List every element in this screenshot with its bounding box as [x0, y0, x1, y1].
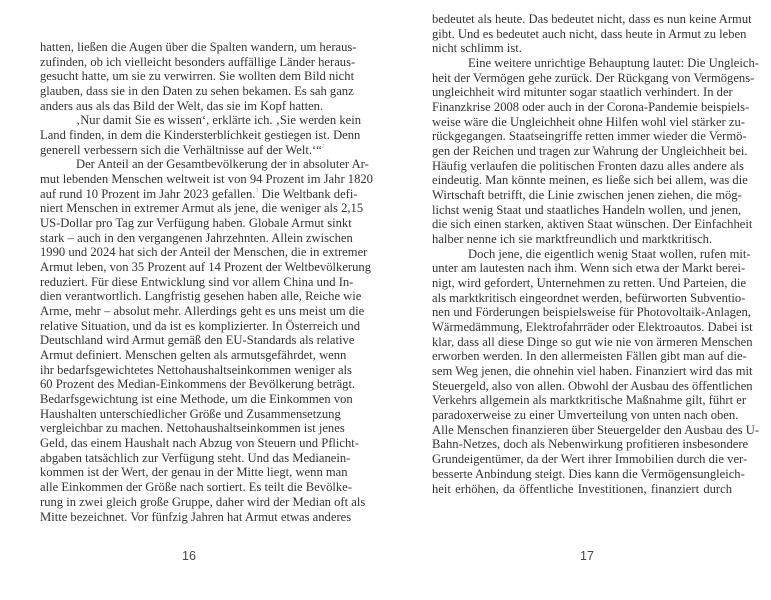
text-line: Finanzkrise 2008 oder auch in der Corona-Pandemie beispiels- — [432, 100, 750, 115]
text-line: die sich einen starken, aktiven Staat wünschen. Der Einfachheit — [432, 217, 753, 232]
text-line: klar, dass all diese Dinge so gut wie nie von ärmeren Menschen — [432, 334, 753, 349]
line-text: auf rund 10 Prozent im Jahr 2023 gefallen. — [40, 186, 256, 201]
text-line: Eine weitere unrichtige Behauptung lautet: Die Ungleich- — [468, 56, 759, 71]
footnote-marker[interactable]: 3 — [255, 187, 259, 194]
text-line: Steuergeld, also von allen. Obwohl der Ausbau des öffentlichen — [432, 378, 753, 393]
paragraph — [40, 157, 373, 524]
text-line: ihr bedarfsgewichtetes Nettohaushaltseinkommen weniger als — [40, 362, 352, 377]
text-line: Bedarfsgewichtung ist eine Methode, um die Einkommen von — [40, 392, 353, 407]
text-line: nen und Förderungen beispielsweise für Photovoltaik-Anlagen, — [432, 305, 751, 320]
text-line: kommen ist der Wert, der genau in der Mitte liegt, wenn man — [40, 465, 348, 480]
text-line: weise wäre die Ungleichheit ohne Hilfen wohl viel stärker zu- — [432, 114, 745, 129]
text-line: Haushalten unterschiedlicher Größe und Zusammensetzung — [40, 406, 341, 421]
text-line: nigt, wird gefordert, Unternehmen zu retten. Und Parteien, die — [432, 276, 747, 291]
right-page — [386, 0, 771, 600]
text-line: erworben werden. In den allermeisten Fällen gibt man auf die- — [432, 349, 747, 364]
text-line: 1990 und 2024 hat sich der Anteil der Menschen, die in extremer — [40, 245, 368, 260]
text-line: bedeutet als heute. Das bedeutet nicht, dass es nun keine Armut — [432, 12, 752, 26]
text-line: gen der Reichen und tragen zur Wahrung der Ungleichheit bei. — [432, 144, 748, 159]
text-line: als marktkritisch eingeordnet werden, befürworten Subventio- — [432, 290, 746, 305]
text-line: dien verantwortlich. Langfristig gesehen haben alle, Reiche wie — [40, 289, 362, 304]
text-line: sem Weg jenen, die ohnehin viel haben. Finanziert wird das mit — [432, 364, 753, 379]
text-line: US-Dollar pro Tag zur Verfügung haben. Globale Armut sinkt — [40, 216, 352, 231]
text-line: eindeutig. Man könnte meinen, es ließe sich bei allem, was die — [432, 173, 748, 188]
text-line: mut lebenden Menschen weltweit ist von 94 Prozent im Jahr 1820 — [40, 172, 373, 187]
text-line — [40, 143, 340, 158]
text-line: heit erhöhen, da öffentliche Investitionen, finanziert durch — [432, 481, 732, 496]
text-line: alle Einkommen der Größe nach sortiert. Es teilt die Bevölke- — [40, 480, 352, 495]
text-line — [40, 186, 358, 202]
text-line: Armut definiert. Menschen gelten als armutsgefährdet, wenn — [40, 348, 347, 363]
line-text: Die Weltbank defi- — [258, 186, 358, 201]
text-line: lichst wenig Staat und staatliches Handeln wollen, und jenen, — [432, 202, 742, 217]
text-line: Land finden, in dem die Kindersterblichkeit gestiegen ist. Denn — [40, 128, 361, 143]
text-line: relative Situation, und da ist es komplizierter. In Österreich und — [40, 318, 361, 333]
text-line: paradoxerweise zu einer Umverteilung von unten nach oben. — [432, 408, 739, 423]
paragraph — [432, 246, 760, 496]
paragraph — [432, 12, 752, 56]
text-line: Verkehrs allgemein als marktkritische Maßnahme gilt, führt er — [432, 393, 747, 408]
text-line: halber nenne ich sie marktfreundlich und marktkritisch. — [432, 232, 713, 247]
text-line: Arme, mehr – absolut mehr. Allerdings geht es uns meist um die — [40, 304, 365, 319]
text-line: Deutschland wird Armut gemäß den EU-Standards als relative — [40, 333, 355, 348]
text-line: unter am lautesten nach ihm. Wenn sich etwa der Markt berei- — [432, 261, 746, 276]
text-line: gibt. Und es bedeutet auch nicht, dass heute in Armut zu leben — [432, 26, 747, 41]
right-page-body — [432, 12, 760, 496]
text-line: abgaben tatsächlich zur Verfügung steht. Und das Medianein- — [40, 450, 351, 465]
left-page-body — [40, 40, 373, 524]
text-line: nicht schlimm ist. — [432, 41, 522, 56]
text-line: anders aus als das Bild der Welt, das sie im Kopf hatten. — [40, 98, 324, 113]
text-line: rung in zwei gleich große Gruppe, daher wird der Median oft als — [40, 494, 366, 509]
text-line: Geld, das einem Haushalt nach Abzug von Steuern und Pflicht- — [40, 436, 359, 451]
text-line: Häufig verlaufen die politischen Fronten dazu alles andere als — [432, 158, 744, 173]
text-line: Mitte bezeichnet. Vor fünfzig Jahren hat Armut etwas anderes — [40, 509, 352, 524]
text-line: Alle Menschen finanzieren über Steuergelder den Ausbau des U- — [432, 422, 760, 437]
page-number: 17 — [580, 549, 594, 563]
text-line: gesucht hatte, um sie zu verwirren. Sie wollten dem Bild nicht — [40, 69, 355, 84]
text-line: Der Anteil an der Gesamtbevölkerung der in absoluter Ar- — [76, 157, 369, 172]
text-line: niert Menschen in extremer Armut als jene, die weniger als 2,15 — [40, 201, 364, 216]
text-line: Grundeigentümer, da der Wert ihrer Immobilien durch die ver- — [432, 452, 748, 467]
text-line: ungleichheit wird mitunter sogar staatlich verhindert. In der — [432, 85, 733, 100]
text-line: Wärmedämmung, Elektrofahrräder oder Elektroautos. Dabei ist — [432, 320, 753, 335]
text-line: hatten, ließen die Augen über die Spalten wandern, um heraus- — [40, 40, 357, 54]
text-line: 60 Prozent des Median-Einkommens der Bevölkerung beträgt. — [40, 377, 356, 392]
line-text: generell verbessern sich die Verhältnisse auf der Welt.‘“ — [40, 142, 322, 157]
text-line: Armut leben, von 35 Prozent auf 14 Prozent der Weltbevölkerung — [40, 260, 372, 275]
footnote-marker[interactable]: 2 — [321, 143, 325, 150]
paragraph — [40, 40, 357, 113]
text-line: glauben, dass sie in den Daten zu sehen bekamen. Es sah ganz — [40, 84, 354, 99]
text-line: ‚Nur damit Sie es wissen‘, erklärte ich. ‚Sie werden kein — [76, 113, 362, 128]
text-line: reduziert. Für diese Entwicklung sind vor allem China und In- — [40, 274, 354, 289]
text-line: rückgegangen. Staatseingriffe retten immer wieder die Vermö- — [432, 129, 747, 144]
text-line: Wirtschaft betrifft, die Linie zwischen jenen ziehen, die mög- — [432, 188, 742, 203]
text-line: heit der Vermögen gehe zurück. Der Rückgang von Vermögens- — [432, 70, 755, 85]
text-line: besserte Anbindung steigt. Dies kann die Vermögensungleich- — [432, 466, 745, 481]
text-line: vergleichbar zu machen. Nettohaushaltseinkommen ist jenes — [40, 421, 345, 436]
text-line: stark – auch in den vergangenen Jahrzehnten. Allein zwischen — [40, 230, 353, 245]
text-line: Bahn-Netzes, doch als Nebenwirkung profitieren insbesondere — [432, 437, 749, 452]
left-page — [0, 0, 385, 600]
paragraph — [432, 56, 759, 247]
text-line: zufinden, ob ich vielleicht besonders auffällige Länder heraus- — [40, 54, 356, 69]
paragraph — [40, 113, 362, 157]
page-number: 16 — [182, 549, 196, 563]
text-line: Doch jene, die eigentlich wenig Staat wollen, rufen mit- — [468, 246, 751, 261]
